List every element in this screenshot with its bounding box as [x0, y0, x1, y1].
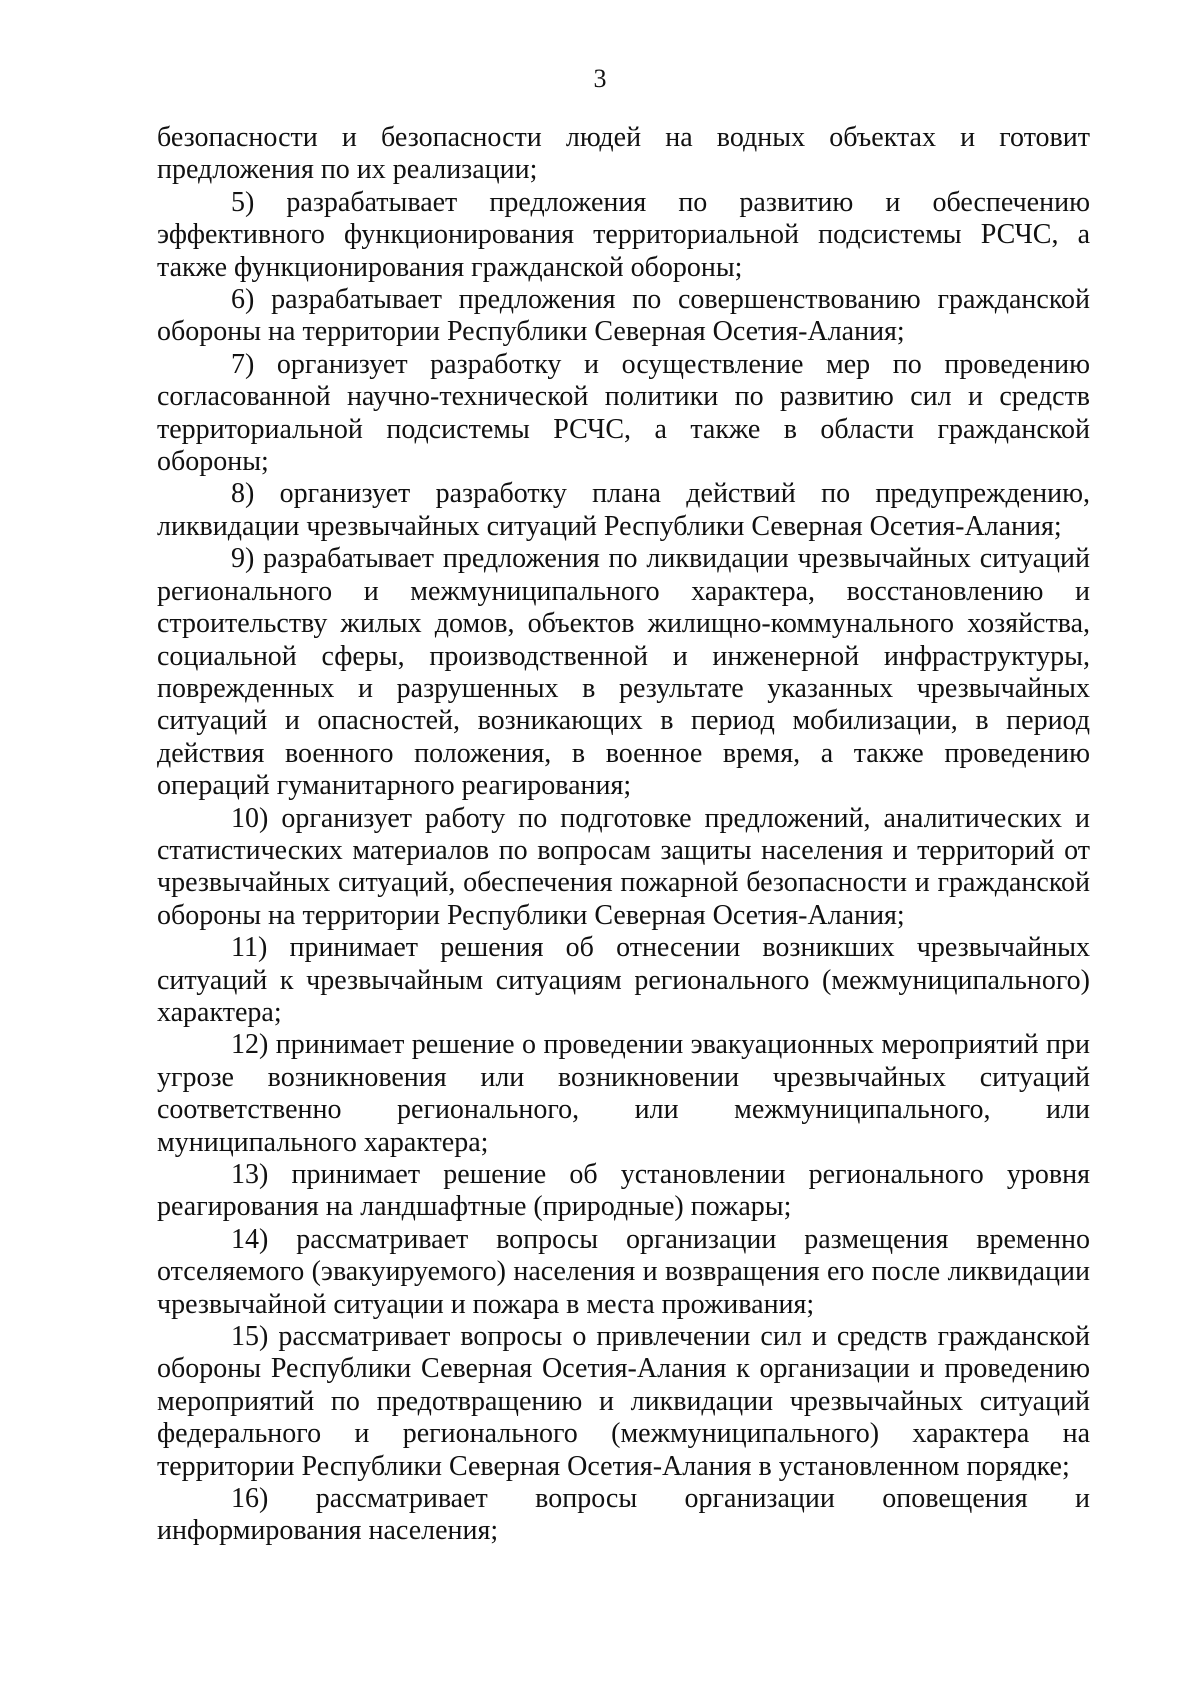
paragraph-item-9: 9) разрабатывает предложения по ликвидации чрезвычайных ситуаций регионального и межмуниципального характера, восстановлению и строительству жилых домов, объектов жилищно-коммунального хозяйства, социальной сферы, производственной и инженерной инфраструктуры, поврежденных и разрушенных в результате указанных чрезвычайных ситуаций и опасностей, возникающих в период мобилизации, в период действия военного положения, в военное время, а также проведению операций гуманитарного реагирования; [157, 543, 1090, 802]
paragraph-item-14: 14) рассматривает вопросы организации размещения временно отселяемого (эвакуируемого) населения и возвращения его после ликвидации чрезвычайной ситуации и пожара в места проживания; [157, 1223, 1090, 1320]
paragraph-item-7: 7) организует разработку и осуществление мер по проведению согласованной научно-технической политики по развитию сил и средств территориальной подсистемы РСЧС, а также в области гражданской обороны; [157, 348, 1090, 478]
paragraph-item-15: 15) рассматривает вопросы о привлечении сил и средств гражданской обороны Республики Северная Осетия-Алания к организации и проведению мероприятий по предотвращению и ликвидации чрезвычайных ситуаций федерального и регионального (межмуниципального) характера на территории Республики Северная Осетия-Алания в установленном порядке; [157, 1321, 1090, 1482]
paragraph-item-8: 8) организует разработку плана действий по предупреждению, ликвидации чрезвычайных ситуаций Республики Северная Осетия-Алания; [157, 478, 1090, 542]
paragraph-item-13: 13) принимает решение об установлении регионального уровня реагирования на ландшафтные (природные) пожары; [157, 1159, 1090, 1223]
paragraph-item-12: 12) принимает решение о проведении эвакуационных мероприятий при угрозе возникновения или возникновении чрезвычайных ситуаций соответственно регионального, или межмуниципального, или муниципального характера; [157, 1029, 1090, 1158]
paragraph-item-5: 5) разрабатывает предложения по развитию и обеспечению эффективного функционирования территориальной подсистемы РСЧС, а также функционирования гражданской обороны; [157, 186, 1090, 283]
document-body [157, 122, 1090, 1548]
paragraph-item-11: 11) принимает решения об отнесении возникших чрезвычайных ситуаций к чрезвычайным ситуациям регионального (межмуниципального) характера; [157, 932, 1090, 1028]
page-number: 3 [593, 64, 607, 93]
paragraph-item-6: 6) разрабатывает предложения по совершенствованию гражданской обороны на территории Республики Северная Осетия-Алания; [157, 284, 1090, 348]
paragraph-item-16: 16) рассматривает вопросы организации оповещения и информирования населения; [157, 1483, 1090, 1547]
paragraph-item-10: 10) организует работу по подготовке предложений, аналитических и статистических материалов по вопросам защиты населения и территорий от чрезвычайных ситуаций, обеспечения пожарной безопасности и гражданской обороны на территории Республики Северная Осетия-Алания; [157, 802, 1090, 931]
paragraph-continuation: безопасности и безопасности людей на водных объектах и готовит предложения по их реализации; [157, 122, 1090, 186]
